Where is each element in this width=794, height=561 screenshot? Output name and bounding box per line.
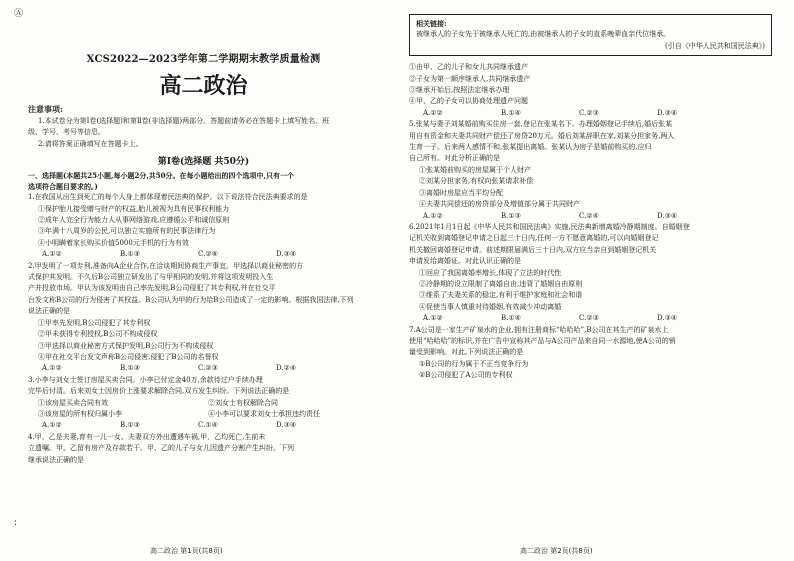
notice-heading: 注意事项:: [28, 104, 63, 114]
question-item: ③维系了夫妻关系的稳定,有利于维护家庭和社会和谐: [419, 291, 583, 300]
question-stem: 2.甲发明了一项专利,准备向A企业合作,在洽谈期间协商生产事宜。甲选择以商业秘密的方: [28, 261, 304, 270]
question-1: [28, 192, 379, 260]
question-item: ①甲率先发明,B公司侵犯了其专利权: [38, 318, 151, 327]
box-text: 被继承人的子女先于被继承人死亡的,由被继承人的子女的直系晚辈血亲代位继承。: [416, 30, 671, 39]
option-c: C.②③: [579, 314, 599, 323]
question-2: [28, 261, 379, 375]
question-stem: 完毕后付清。后来刘女士因房价上涨要求解除合同,双方发生纠纷。下列说法正确的是: [28, 387, 290, 396]
question-6: [409, 222, 772, 325]
option-d: D.③④: [276, 421, 297, 430]
question-item: ④甲在社交平台发文声称B公司侵害,侵犯了B公司的名誉权: [38, 352, 219, 361]
answer-options: [28, 363, 379, 374]
answer-options: [28, 420, 379, 431]
question-item: ③年满十八周岁的公民,可以独立实施所有的民事法律行为: [38, 227, 216, 236]
option-c: C.①④: [198, 421, 218, 430]
option-b: B.①④: [501, 108, 521, 117]
section-heading: 选项符合题目要求的。): [28, 182, 98, 192]
option-d: D.③④: [657, 108, 678, 117]
question-item: ④甲、乙的子女可以协商处理遗产问题: [409, 97, 528, 106]
option-a: A.①②: [423, 108, 443, 117]
question-item: ②B公司侵犯了A公司的专利权: [419, 371, 513, 380]
question-item: ②甲未获得专利授权,B公司不构成侵权: [38, 330, 158, 339]
section-heading: 一、选择题(本题共25小题,每小题2分,共50分。在每小题给出的四个选项中,只有一个: [28, 171, 294, 181]
question-item: ②冷静期的设立限制了离婚自由,违背了婚姻自由原则: [419, 279, 583, 288]
notice-line: 级、学号、考号等信息。: [28, 128, 105, 137]
option-c: C.②④: [579, 211, 599, 220]
answer-options: [28, 249, 379, 260]
option-b: B.①③: [120, 364, 140, 373]
notice-line: 2.请将答案正确填写在答题卡上。: [38, 139, 143, 148]
question-stem: 生育一子。后来两人感情不和,张某提出离婚。张某认为房子是婚前购买的,应归: [409, 143, 652, 152]
question-7: [409, 325, 772, 382]
option-a: A.①②: [42, 250, 62, 259]
option-d: D.②④: [276, 364, 297, 373]
volume-title: 第Ⅰ卷(选择题 共50分): [157, 157, 250, 168]
corner-mark-top: Ⓐ: [14, 9, 24, 19]
related-link-box: [409, 14, 772, 56]
page-footer-right: 高二政治 第2页(共8页): [520, 547, 593, 555]
question-item: ①该房屋买卖合同有效: [38, 398, 108, 407]
question-stem: 立遗嘱。甲、乙留有房产及存款若干。甲、乙的儿子与女儿因遗产分割产生纠纷。下列: [28, 444, 294, 453]
question-stem: 说法正确的是: [28, 307, 70, 316]
question-5: [409, 119, 772, 222]
question-item: ③该房屋的所有权归属小李: [38, 409, 122, 418]
box-title: 相关链接:: [416, 19, 447, 28]
question-stem: 6.2021年1月1日起《中华人民共和国民法典》实施,民法典新增离婚冷静期制度。自婚姻登: [409, 222, 690, 231]
question-4: [28, 432, 379, 466]
option-d: D.③④: [276, 250, 297, 259]
question-3: [28, 375, 379, 432]
question-stem: 使用“哈哈哈”的标识,并在广告中宣称其产品与A公司产品来自同一水源地,使A公司的销: [409, 336, 676, 345]
question-stem: 机关撤回离婚登记申请。前述期限届满后三十日内,双方应当亲自到婚姻登记机关: [409, 245, 657, 254]
option-b: B.①③: [120, 250, 140, 259]
question-stem: 式保护其发明。不久后B公司独立研发出了与甲相同的发明,并将这项发明投入生: [28, 273, 274, 282]
question-stem: 7.A公司是一家生产矿泉水的企业,拥有注册商标“哈哈哈”,B公司在其生产的矿泉水上: [409, 325, 669, 334]
question-item: ③甲选择以商业秘密方式保护发明,B公司行为不构成侵权: [38, 341, 214, 350]
question-item: ①张某婚前购买的房屋属于个人财产: [419, 165, 531, 174]
answer-options: [409, 313, 772, 324]
question-item: ①保护胎儿接受赠与财产的权益,胎儿被视为具有民事权利能力: [38, 204, 230, 213]
question-stem: 记机关收到离婚登记申请之日起三十日内,任何一方不愿意离婚的,可以向婚姻登记: [409, 234, 659, 243]
option-d: D.③④: [657, 314, 678, 323]
question-item: ②刘某分担家务,有权向张某请求补偿: [419, 177, 534, 186]
option-a: A.①②: [423, 211, 443, 220]
question-item: ②成年人完全行为能力人从事网络游戏,应遵循公平和诚信原则: [38, 216, 230, 225]
question-stem: 5.张某与妻子刘某婚前购买住房一套,登记在张某名下。办理婚姻登记手续后,婚后张某: [409, 120, 673, 129]
question-stem: 1.在我国从出生到死亡的每个人身上都体现着民法典的保护。以下说法符合民法典要求的是: [28, 193, 308, 202]
question-items-row: [28, 409, 379, 420]
option-c: C.②③: [579, 108, 599, 117]
page-footer-left: 高二政治 第1页(共8页): [150, 547, 223, 555]
option-a: A.①②: [42, 421, 62, 430]
question-item: ③离婚时房屋应当平均分配: [419, 188, 503, 197]
answer-options: [409, 211, 772, 222]
question-stem: 申请发给离婚证。对此认识正确的是: [409, 257, 521, 266]
question-item: ①由甲、乙的儿子和女儿共同继承遗产: [409, 63, 528, 72]
option-a: A.①②: [423, 314, 443, 323]
box-source: (引自《中华人民共和国民法典》): [665, 41, 765, 50]
right-page: [397, 0, 794, 561]
question-item: ④夫妻共同偿还的房贷部分及增值部分属于共同财产: [419, 200, 580, 209]
corner-mark-bottom: :: [14, 518, 18, 528]
question-stem: 4.甲、乙是夫妻,育有一儿一女。夫妻双方外出遭遇车祸,甲、乙均死亡,生前未: [28, 432, 266, 441]
option-b: B.①④: [501, 314, 521, 323]
answer-options: [409, 108, 772, 119]
option-c: C.②③: [198, 364, 218, 373]
question-item: ④促使当事人慎重对待婚姻,有效减少冲动离婚: [419, 302, 562, 311]
question-item: ②刘女士有权解除合同: [208, 398, 278, 407]
notice-line: 1.本试卷分为第Ⅰ卷(选择题)和第Ⅱ卷(非选择题)两部分。答题前请务必在答题卡上填写姓名、班: [38, 117, 330, 125]
question-stem: 产并投放市场。甲认为该发明由自己率先发明,B公司侵犯了其专利权,并在社交平: [28, 284, 276, 293]
question-item: ③继承开始后,按照法定继承办理: [409, 86, 510, 95]
exam-title: XCS2022—2023学年第二学期期末教学质量检测: [86, 54, 321, 65]
question-stem: 台发文称B公司的行为侵害了其权益。B公司认为甲的行为给B公司造成了一定的影响。根据我国法律,下列: [28, 295, 354, 304]
question-item: ②子女为第一顺序继承人,共同继承遗产: [409, 74, 531, 83]
option-d: D.③④: [657, 211, 678, 220]
option-c: C.②④: [198, 250, 218, 259]
question-stem: 继承说法正确的是: [28, 455, 84, 464]
question-item: ④小明瞒着家长购买价值5000元手机的行为有效: [38, 238, 189, 247]
question-stem: 量受到影响。对此,下列说法正确的是: [409, 348, 524, 357]
question-4-options: [409, 62, 772, 119]
question-items-row: [28, 398, 379, 409]
question-item: ①回应了我国离婚率增长,体现了立法的时代性: [419, 268, 562, 277]
question-stem: 3.小李与刘女士签订房屋买卖合同。小李已付定金40万,余款待过户手续办理: [28, 375, 263, 384]
subject-title: 高二政治: [159, 74, 248, 99]
question-stem: 用自有资金和夫妻共同财产偿还了房贷20万元。婚后刘某辞职在家,刘某分担家务,两人: [409, 131, 675, 140]
question-item: ④小李可以要求刘女士承担违约责任: [208, 409, 320, 418]
option-a: A.①②: [42, 364, 62, 373]
option-b: B.①③: [120, 421, 140, 430]
question-item: ①B公司的行为属于不正当竞争行为: [419, 359, 529, 368]
question-stem: 自己所有。对此分析正确的是: [409, 154, 500, 163]
option-b: B.①③: [501, 211, 521, 220]
